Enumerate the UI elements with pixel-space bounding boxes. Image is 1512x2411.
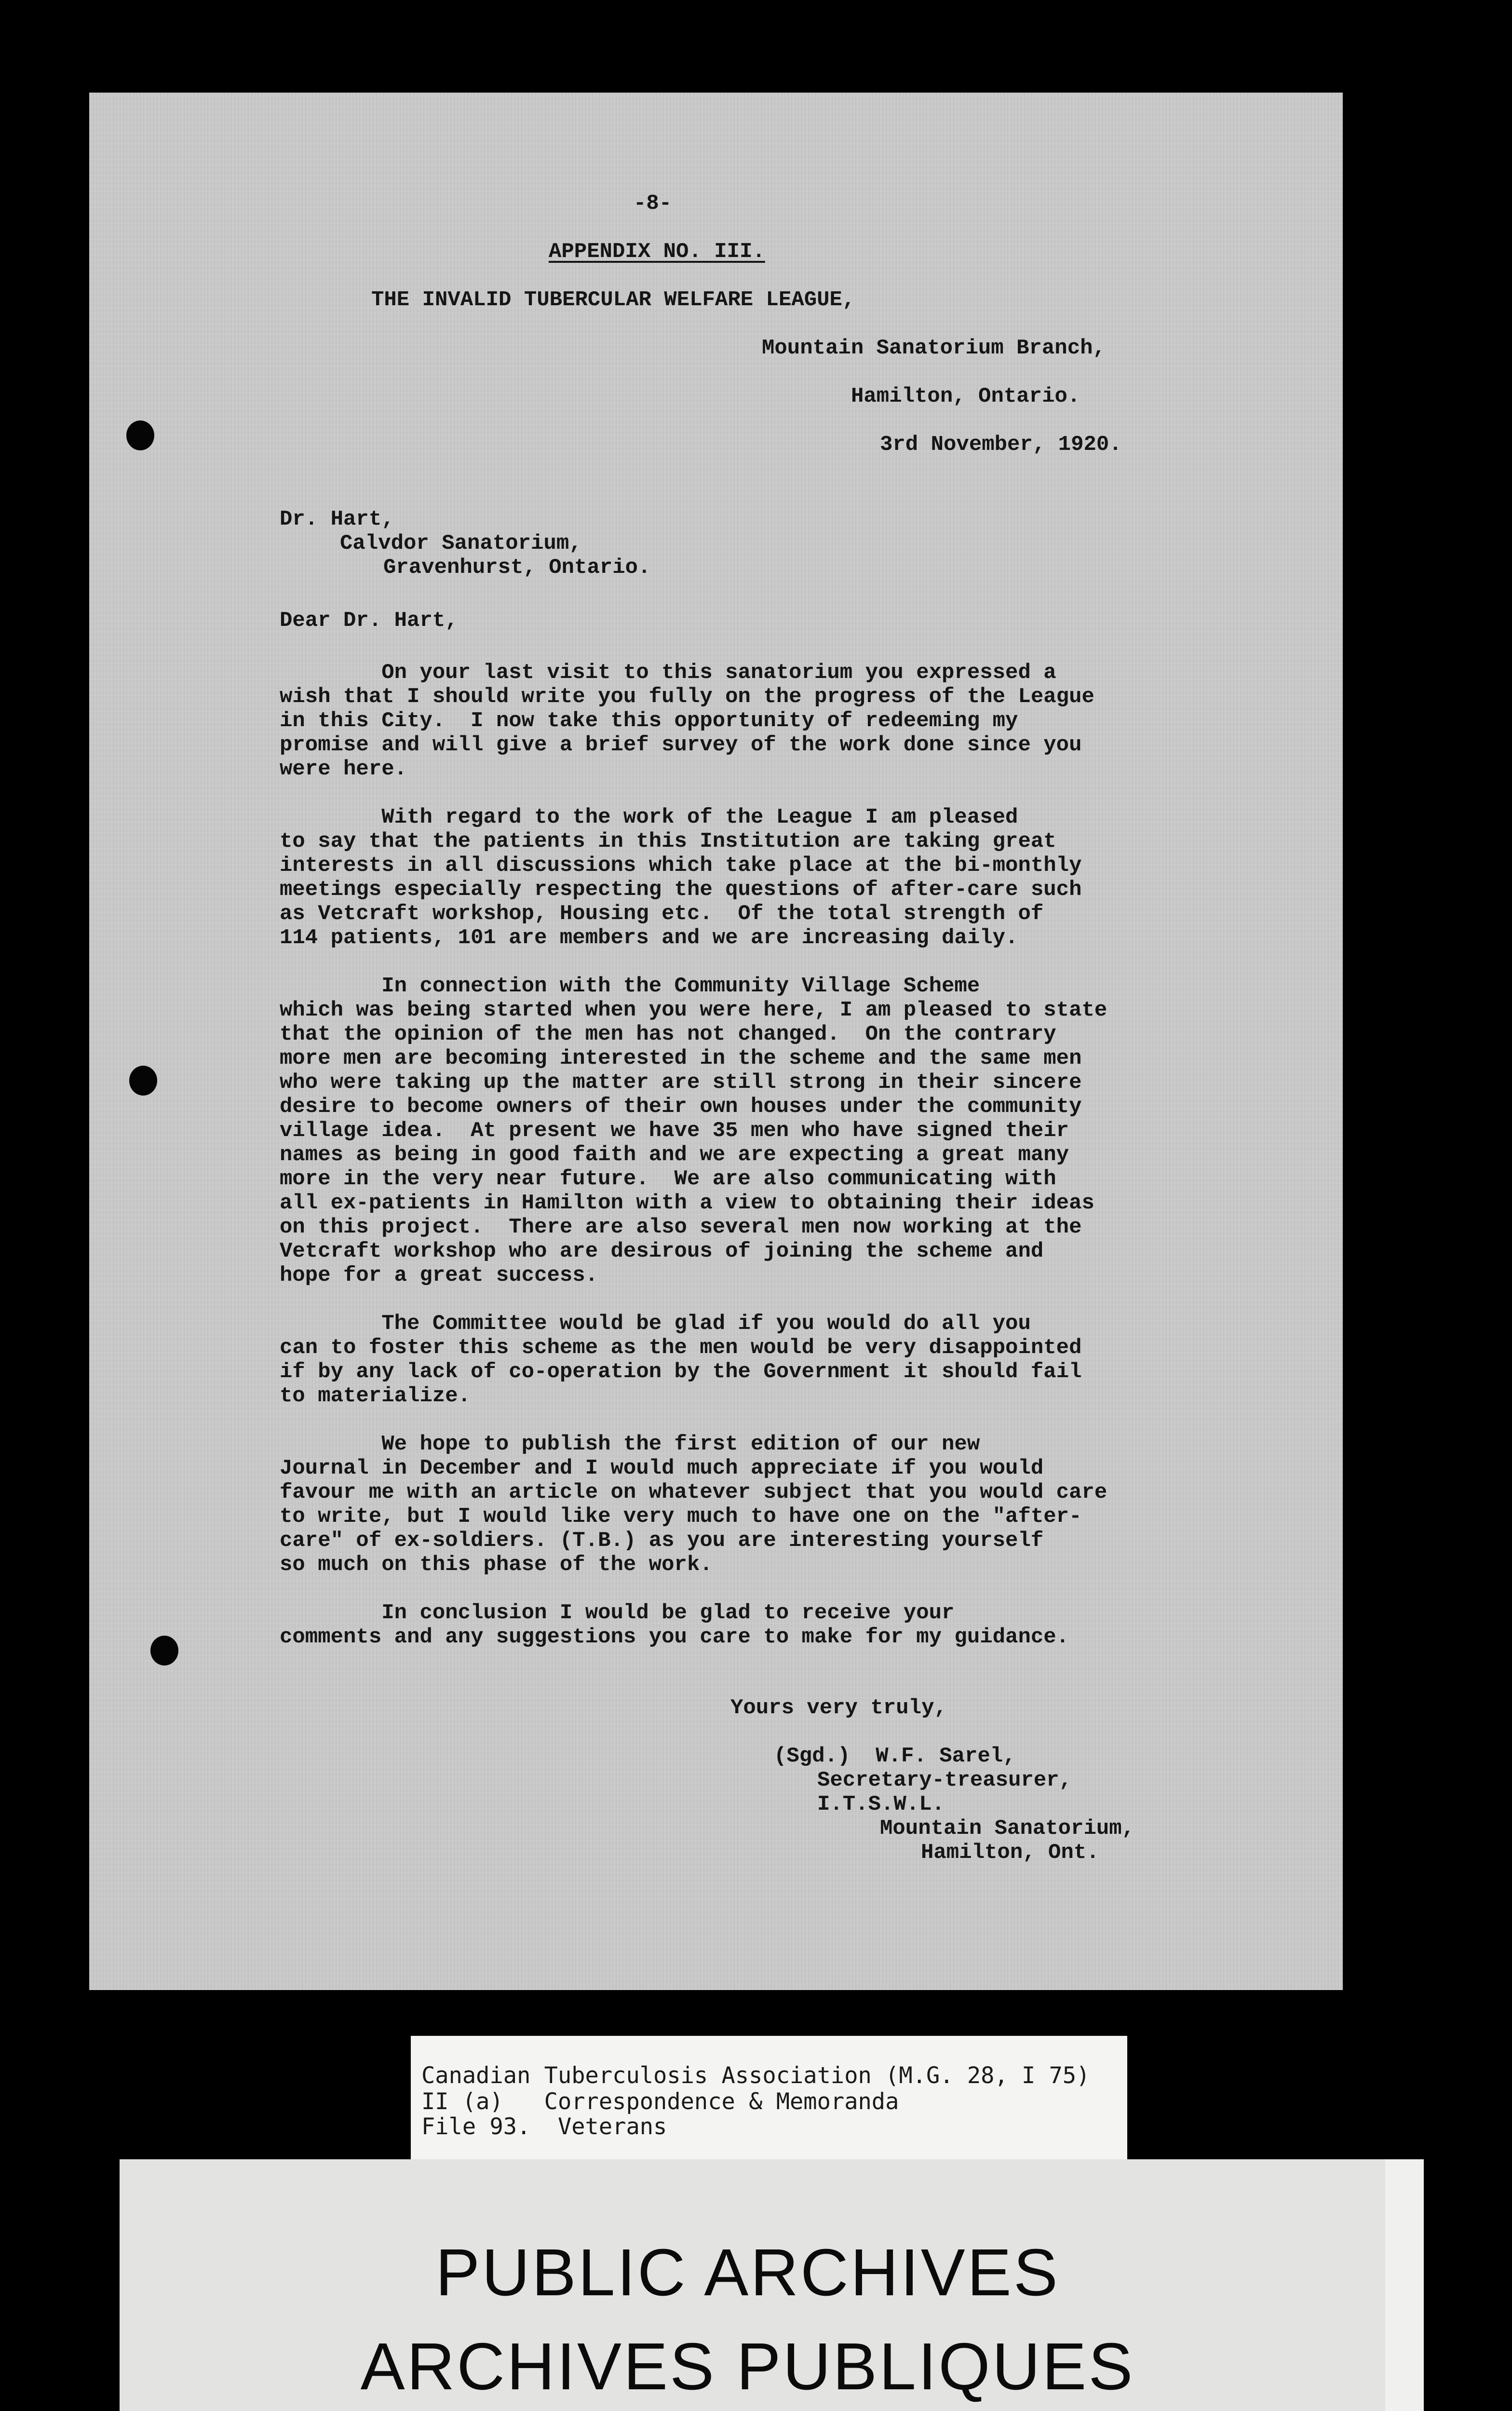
- citation-series: II (a) Correspondence & Memoranda: [421, 2088, 899, 2115]
- body-line: favour me with an article on whatever subject that you would care: [280, 1480, 1107, 1504]
- body-line: that the opinion of the men has not changed. On the contrary: [280, 1022, 1056, 1046]
- body-paragraph: [280, 661, 1331, 781]
- body-line: to say that the patients in this Institution are taking great: [280, 829, 1056, 853]
- body-line: Vetcraft workshop who are desirous of joining the scheme and: [280, 1239, 1044, 1263]
- body-paragraph: [280, 1432, 1331, 1577]
- archival-citation-label: [411, 2036, 1127, 2161]
- page-number: -8-: [634, 191, 672, 216]
- body-line: The Committee would be glad if you would do all you: [280, 1312, 1031, 1336]
- body-line: can to foster this scheme as the men would be very disappointed: [280, 1336, 1082, 1360]
- closing: Yours very truly,: [730, 1696, 947, 1720]
- body-line: In conclusion I would be glad to receive your: [280, 1601, 955, 1625]
- punch-hole: [126, 420, 154, 450]
- body-line: comments and any suggestions you care to make for my guidance.: [280, 1625, 1069, 1649]
- body-paragraph: [280, 1312, 1331, 1408]
- body-line: 114 patients, 101 are members and we are increasing daily.: [280, 926, 1018, 950]
- body-paragraph: [280, 805, 1331, 950]
- body-paragraph: [280, 1601, 1331, 1649]
- body-line: who were taking up the matter are still strong in their sincere: [280, 1070, 1082, 1095]
- body-line: so much on this phase of the work.: [280, 1553, 713, 1577]
- body-line: promise and will give a brief survey of the work done since you: [280, 733, 1082, 757]
- salutation: Dear Dr. Hart,: [280, 609, 458, 633]
- recipient-institution: Calvdor Sanatorium,: [340, 531, 582, 555]
- body-line: desire to become owners of their own houses under the community: [280, 1095, 1082, 1119]
- body-line: With regard to the work of the League I am pleased: [280, 805, 1018, 829]
- banner-english: PUBLIC ARCHIVES: [435, 2235, 1060, 2310]
- banner-french: ARCHIVES PUBLIQUES: [360, 2330, 1135, 2404]
- body-line: hope for a great success.: [280, 1263, 598, 1287]
- punch-hole: [150, 1636, 178, 1666]
- signature-organization: I.T.S.W.L.: [817, 1792, 945, 1816]
- body-line: to materialize.: [280, 1384, 471, 1408]
- body-line: which was being started when you were here, I am pleased to state: [280, 998, 1107, 1022]
- sender-city: Hamilton, Ontario.: [851, 384, 1080, 408]
- signature-institution: Mountain Sanatorium,: [880, 1816, 1135, 1841]
- signature-name: (Sgd.) W.F. Sarel,: [774, 1744, 1016, 1768]
- sender-branch: Mountain Sanatorium Branch,: [762, 336, 1106, 360]
- signature-title: Secretary-treasurer,: [817, 1768, 1072, 1792]
- body-paragraph: [280, 974, 1331, 1287]
- body-line: Journal in December and I would much appreciate if you would: [280, 1456, 1044, 1480]
- letter-page: [89, 93, 1343, 1990]
- citation-file: File 93. Veterans: [421, 2113, 667, 2140]
- recipient-name: Dr. Hart,: [280, 507, 394, 531]
- body-line: interests in all discussions which take place at the bi-monthly: [280, 853, 1082, 878]
- body-line: as Vetcraft workshop, Housing etc. Of the total strength of: [280, 902, 1044, 926]
- body-line: wish that I should write you fully on the progress of the League: [280, 685, 1094, 709]
- body-line: more men are becoming interested in the scheme and the same men: [280, 1046, 1082, 1070]
- signature-city: Hamilton, Ont.: [921, 1841, 1099, 1865]
- body-line: care" of ex-soldiers. (T.B.) as you are interesting yourself: [280, 1529, 1044, 1553]
- body-line: all ex-patients in Hamilton with a view to obtaining their ideas: [280, 1191, 1094, 1215]
- body-line: village idea. At present we have 35 men who have signed their: [280, 1119, 1069, 1143]
- body-line: names as being in good faith and we are expecting a great many: [280, 1143, 1069, 1167]
- appendix-heading: APPENDIX NO. III.: [549, 240, 765, 264]
- body-line: to write, but I would like very much to have one on the "after-: [280, 1504, 1082, 1529]
- body-line: were here.: [280, 757, 407, 781]
- body-line: more in the very near future. We are also communicating with: [280, 1167, 1056, 1191]
- body-line: On your last visit to this sanatorium you expressed a: [280, 661, 1056, 685]
- citation-collection: Canadian Tuberculosis Association (M.G. 28, I 75): [421, 2062, 1090, 2089]
- body-line: In connection with the Community Village Scheme: [280, 974, 980, 998]
- punch-hole: [129, 1066, 157, 1096]
- body-line: We hope to publish the first edition of our new: [280, 1432, 980, 1456]
- body-line: in this City. I now take this opportunity of redeeming my: [280, 709, 1018, 733]
- body-line: meetings especially respecting the questions of after-care such: [280, 878, 1082, 902]
- body-line: on this project. There are also several men now working at the: [280, 1215, 1082, 1239]
- letter-date: 3rd November, 1920.: [880, 433, 1122, 457]
- recipient-location: Gravenhurst, Ontario.: [383, 555, 651, 580]
- organization-name: THE INVALID TUBERCULAR WELFARE LEAGUE,: [371, 288, 855, 312]
- body-line: if by any lack of co-operation by the Government it should fail: [280, 1360, 1082, 1384]
- archives-banner: [120, 2159, 1424, 2411]
